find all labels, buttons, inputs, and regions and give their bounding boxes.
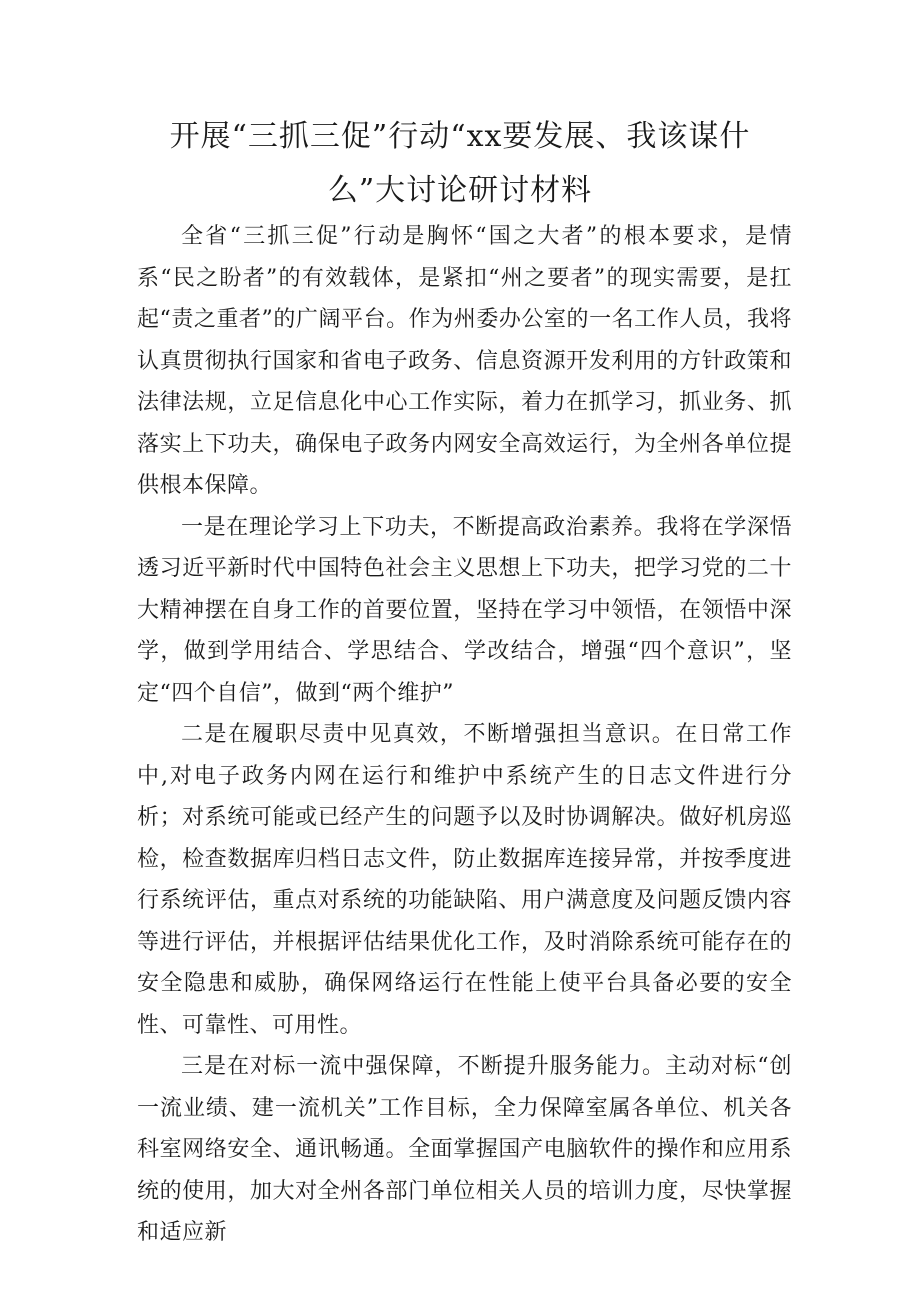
title-line-1: 开展“三抓三促”行动“xx要发展、我该谋什 <box>169 119 751 154</box>
document-title <box>120 110 800 218</box>
paragraph-point-one: 一是在理论学习上下功夫，不断提高政治素养。我将在学深悟透习近平新时代中国特色社会主义思想上下功夫，把学习党的二十大精神摆在自身工作的首要位置，坚持在学习中领悟，在领悟中深学，做到学用结合、学思结合、学改结合，增强“四个意识”，坚定“四个自信”，做到“两个维护” <box>137 514 792 706</box>
paragraph-intro: 全省“三抓三促”行动是胸怀“国之大者”的根本要求，是情系“民之盼者”的有效载体，是紧扣“州之要者”的现实需要，是扛起“责之重者”的广阔平台。作为州委办公室的一名工作人员，我将认真贯彻执行国家和省电子政务、信息资源开发利用的方针政策和法律法规，立足信息化中心工作实际，着力在抓学习，抓业务、抓落实上下功夫，确保电子政务内网安全高效运行，为全州各单位提供根本保障。 <box>137 224 792 498</box>
paragraph-point-three: 三是在对标一流中强保障，不断提升服务能力。主动对标“创一流业绩、建一流机关”工作目标，全力保障室属各单位、机关各科室网络安全、通讯畅通。全面掌握国产电脑软件的操作和应用系统的使用，加大对全州各部门单位相关人员的培训力度，尽快掌握和适应新 <box>137 1054 792 1245</box>
title-line-2: 么”大讨论研讨材料 <box>327 173 593 208</box>
document-body <box>137 216 792 1254</box>
paragraph-point-two: 二是在履职尽责中见真效，不断增强担当意识。在日常工作中,对电子政务内网在运行和维护中系统产生的日志文件进行分析；对系统可能或已经产生的问题予以及时协调解决。做好机房巡检，检查数据库归档日志文件，防止数据库连接异常，并按季度进行系统评估，重点对系统的功能缺陷、用户满意度及问题反馈内容等进行评估，并根据评估结果优化工作，及时消除系统可能存在的安全隐患和威胁，确保网络运行在性能上使平台具备必要的安全性、可靠性、可用性。 <box>137 722 792 1038</box>
